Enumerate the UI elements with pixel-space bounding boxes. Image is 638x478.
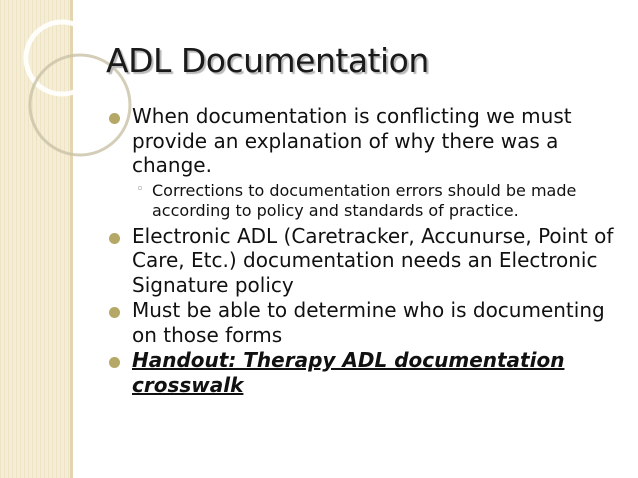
bullet-text: Electronic ADL (Caretracker, Accunurse, Point of Care, Etc.) documentation needs an Electronic Signature policy bbox=[132, 223, 614, 297]
bullet-item bbox=[109, 224, 629, 298]
bullet-text: Must be able to determine who is documenting on those forms bbox=[132, 298, 605, 347]
sub-bullet-text: Corrections to documentation errors should be made according to policy and standards of practice. bbox=[152, 180, 577, 220]
sub-bullet-item bbox=[109, 181, 629, 221]
bullet-item bbox=[109, 104, 629, 178]
bullet-item bbox=[109, 298, 629, 347]
slide-content bbox=[109, 104, 629, 398]
sub-bullet-marker: ◦ bbox=[136, 181, 144, 197]
handout-link[interactable]: Handout: Therapy ADL documentation crosswalk bbox=[132, 348, 565, 397]
bullet-text: When documentation is conflicting we must provide an explanation of why there was a change. bbox=[132, 104, 572, 177]
bullet-item bbox=[109, 348, 629, 397]
bullet-marker bbox=[109, 233, 120, 244]
bullet-marker bbox=[109, 113, 120, 124]
slide-title: ADL Documentation bbox=[106, 41, 429, 80]
bullet-marker bbox=[109, 357, 120, 368]
bullet-marker bbox=[109, 307, 120, 318]
